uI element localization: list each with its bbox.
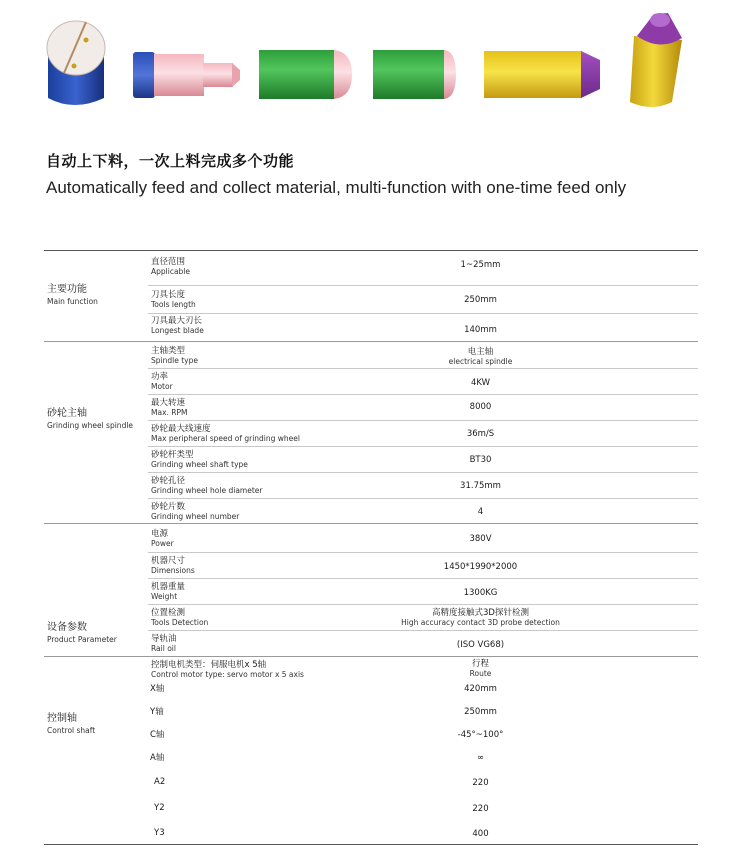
headline-en: Automatically feed and collect material, multi-function with one-time feed only	[46, 178, 627, 197]
green-ball-end-tool	[259, 50, 352, 99]
group-grinding-wheel-spindle	[44, 341, 698, 523]
yellow-taper-tool	[484, 51, 600, 98]
group-label: 控制轴 Control shaft	[47, 713, 96, 735]
group-product-parameter	[44, 523, 698, 656]
group-label: 砂轮主轴 Grinding wheel spindle	[47, 408, 134, 430]
spec-row: 砂轮孔径 Grinding wheel hole diameter 31.75mm	[148, 472, 698, 498]
yellow-purple-angled-tool	[630, 13, 682, 107]
spec-row: Y2 220	[154, 803, 489, 814]
spec-row: Y3 400	[154, 828, 489, 839]
spec-table	[44, 250, 698, 845]
spec-row: C轴 -45°~100°	[150, 730, 504, 740]
spec-row: 砂轮杆类型 Grinding wheel shaft type BT30	[148, 446, 698, 472]
headline-zh: 自动上下料，一次上料完成多个功能	[46, 152, 295, 170]
spec-row: 功率 Motor 4KW	[148, 368, 698, 394]
spec-row: Y轴 250mm	[150, 707, 497, 717]
spec-row: 刀具最大刃长 Longest blade 140mm	[148, 313, 698, 341]
spec-row: 砂轮最大线速度 Max peripheral speed of grinding wheel 36m/S	[148, 420, 698, 446]
spec-row: 电源 Power 380V	[151, 529, 492, 548]
disc-cutter-tool	[47, 21, 105, 105]
group-control-shaft	[44, 656, 698, 846]
spec-row: X轴 420mm	[150, 684, 497, 694]
spec-row: 机器重量 Weight 1300KG	[148, 578, 698, 604]
spec-row: 控制电机类型：伺服电机x 5轴 Control motor type: servo motor x 5 axis 行程 Route	[151, 659, 492, 679]
spec-row: A2 220	[154, 777, 489, 788]
tool-illustrations	[0, 0, 750, 120]
spec-row: 刀具长度 Tools length 250mm	[148, 285, 698, 313]
green-flat-end-tool	[373, 50, 456, 99]
group-label: 主要功能 Main function	[47, 284, 98, 306]
headline	[46, 150, 626, 198]
spec-row: 砂轮片数 Grinding wheel number 4	[148, 498, 698, 524]
pink-shaft-tool	[133, 52, 240, 98]
spec-row: 直径范围 Applicable 1~25mm	[151, 257, 501, 276]
spec-row: 机器尺寸 Dimensions 1450*1990*2000	[148, 552, 698, 578]
spec-row: 导轨油 Rail oil (ISO VG68)	[148, 630, 698, 657]
group-main-function	[44, 251, 698, 341]
spec-row: 最大转速 Max. RPM 8000	[148, 394, 698, 420]
group-label: 设备参数 Product Parameter	[47, 622, 117, 644]
spec-row: A轴 ∞	[150, 753, 485, 763]
spec-row: 主轴类型 Spindle type 电主轴 electrical spindle	[151, 346, 513, 366]
spec-row: 位置检测 Tools Detection 高精度接触式3D探针检测 High accuracy contact 3D probe detection	[148, 604, 698, 630]
